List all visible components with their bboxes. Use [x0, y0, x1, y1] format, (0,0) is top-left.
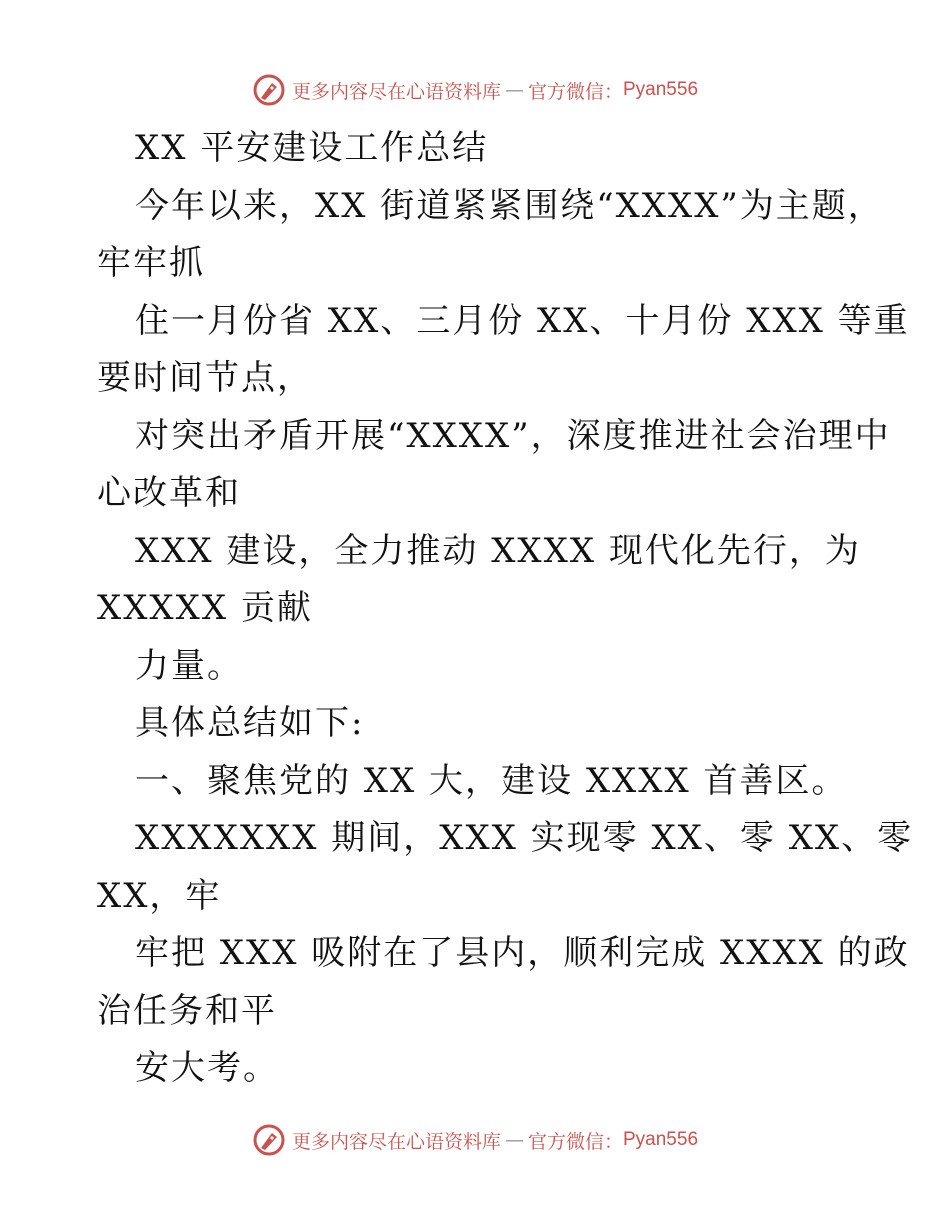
banner-separator: — — [504, 79, 524, 101]
pen-nib-logo-icon — [252, 1123, 286, 1157]
document-body — [97, 120, 914, 1098]
text-line: 要时间节点， — [97, 358, 313, 398]
banner-contact-label: 官方微信： — [527, 80, 623, 103]
text-line: 住一月份省 XX、三月份 XX、十月份 XXX 等重 — [135, 300, 910, 341]
text-line: 心改革和 — [97, 473, 241, 513]
pen-nib-logo-icon — [252, 73, 286, 107]
text-line: 对突出矛盾开展“XXXX”，深度推进社会治理中 — [135, 415, 891, 456]
text-line: 力量。 — [135, 645, 243, 686]
text-line: XXXXXXX 期间，XXX 实现零 XX、零 XX、零 — [135, 818, 914, 858]
text-line: 安大考。 — [135, 1048, 279, 1088]
header-banner — [0, 70, 950, 110]
text-line: 一、聚焦党的 XX 大，建设 XXXX 首善区。 — [135, 760, 848, 801]
text-line: 治任务和平 — [97, 990, 277, 1031]
banner-brand: Pyan556 — [623, 1129, 699, 1150]
banner-text: 更多内容尽在心语资料库 — [291, 1130, 501, 1153]
banner-contact-label: 官方微信： — [527, 1130, 623, 1153]
banner-text: 更多内容尽在心语资料库 — [291, 80, 501, 103]
text-line: 今年以来，XX 街道紧紧围绕“XXXX”为主题， — [135, 185, 884, 226]
banner-brand: Pyan556 — [623, 79, 699, 100]
text-line: XXXXX 贡献 — [97, 588, 313, 628]
text-line: XX 平安建设工作总结 — [135, 128, 489, 168]
text-line: XX，牢 — [97, 875, 222, 916]
text-line: 牢牢抓 — [97, 243, 205, 283]
text-line: 牢把 XXX 吸附在了县内，顺利完成 XXXX 的政 — [135, 933, 910, 973]
text-line: XXX 建设，全力推动 XXXX 现代化先行，为 — [135, 530, 861, 571]
text-line: 具体总结如下: — [135, 703, 365, 743]
footer-banner — [0, 1120, 950, 1160]
banner-separator: — — [504, 1129, 524, 1151]
